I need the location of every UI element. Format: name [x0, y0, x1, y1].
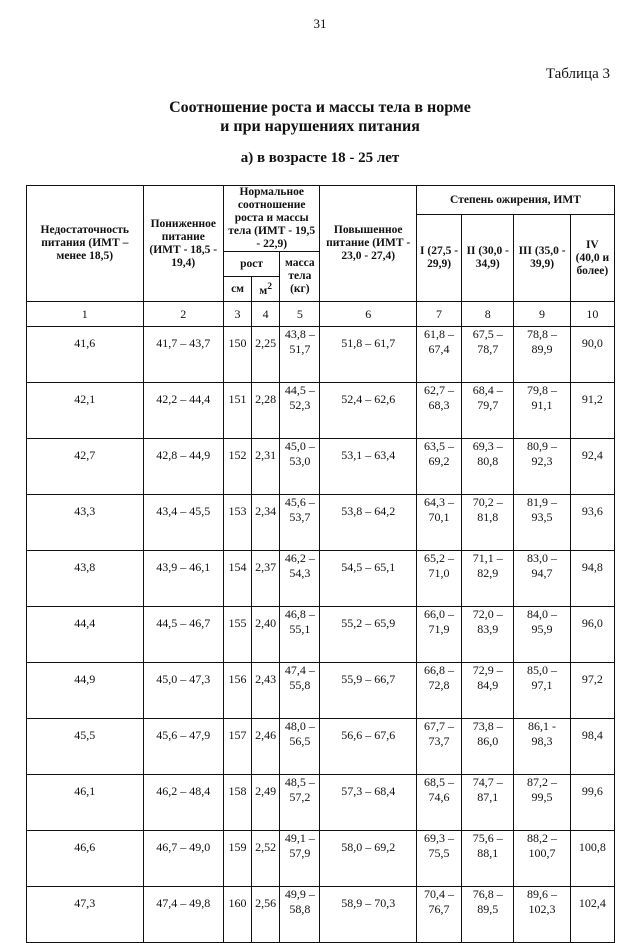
reduced-range-cell: 42,2 – 44,4: [143, 383, 223, 439]
obesity-2-range-cell: [462, 551, 514, 607]
header-obesity-degree: Степень ожирения, ИМТ: [416, 186, 614, 215]
increased-range-cell: 58,9 – 70,3: [320, 887, 416, 943]
increased-range-cell: 54,5 – 65,1: [320, 551, 416, 607]
normal-mass-range-to: 58,8: [289, 902, 311, 916]
obesity-2-range-from: 75,6 –: [472, 831, 503, 845]
obesity-1-range-cell: [416, 607, 461, 663]
normal-mass-range-cell: [280, 383, 320, 439]
obesity-3-range-cell: [514, 607, 570, 663]
normal-mass-range-cell: [280, 439, 320, 495]
table-row: [27, 719, 615, 775]
underweight-value-cell: 42,1: [27, 383, 144, 439]
header-obesity-degree-3: III (35,0 - 39,9): [514, 215, 570, 302]
height-m2-cell: 2,56: [252, 887, 280, 943]
height-cm-cell: 151: [223, 383, 251, 439]
column-number: 5: [280, 302, 320, 327]
obesity-1-range-from: 65,2 –: [424, 551, 455, 565]
obesity-4-value-cell: 93,6: [570, 495, 614, 551]
increased-range-cell: 56,6 – 67,6: [320, 719, 416, 775]
obesity-1-range-cell: [416, 327, 461, 383]
reduced-range-cell: 41,7 – 43,7: [143, 327, 223, 383]
table-row: [27, 775, 615, 831]
normal-mass-range-to: 54,3: [289, 566, 311, 580]
obesity-3-range-to: 89,9: [531, 342, 553, 356]
obesity-1-range-to: 76,7: [428, 902, 450, 916]
normal-mass-range-to: 55,8: [289, 678, 311, 692]
header-body-mass: масса тела (кг): [280, 252, 320, 302]
normal-mass-range-to: 53,0: [289, 454, 311, 468]
normal-mass-range-cell: [280, 663, 320, 719]
obesity-4-value-cell: 91,2: [570, 383, 614, 439]
obesity-3-range-to: 100,7: [528, 846, 556, 860]
header-reduced-nutrition: Пониженное питание (ИМТ - 18,5 - 19,4): [143, 186, 223, 302]
height-m2-cell: 2,46: [252, 719, 280, 775]
normal-mass-range-to: 55,1: [289, 622, 311, 636]
height-cm-cell: 159: [223, 831, 251, 887]
height-m2-cell: 2,52: [252, 831, 280, 887]
table-row: [27, 607, 615, 663]
obesity-3-range-from: 86,1 -: [528, 719, 557, 733]
document-title: [0, 98, 640, 136]
normal-mass-range-from: 46,8 –: [284, 607, 315, 621]
obesity-2-range-to: 80,8: [477, 454, 499, 468]
obesity-1-range-cell: [416, 439, 461, 495]
normal-mass-range-cell: [280, 887, 320, 943]
obesity-1-range-from: 61,8 –: [424, 327, 455, 341]
obesity-1-range-cell: [416, 551, 461, 607]
table-row: [27, 831, 615, 887]
obesity-2-range-to: 82,9: [477, 566, 499, 580]
reduced-range-cell: 43,4 – 45,5: [143, 495, 223, 551]
normal-mass-range-cell: [280, 775, 320, 831]
column-number: 1: [27, 302, 144, 327]
normal-mass-range-from: 46,2 –: [284, 551, 315, 565]
underweight-value-cell: 43,3: [27, 495, 144, 551]
obesity-1-range-cell: [416, 719, 461, 775]
height-m2-cell: 2,25: [252, 327, 280, 383]
obesity-3-range-to: 97,1: [531, 678, 553, 692]
obesity-3-range-from: 87,2 –: [527, 775, 558, 789]
normal-mass-range-cell: [280, 327, 320, 383]
obesity-1-range-cell: [416, 831, 461, 887]
obesity-4-value-cell: 99,6: [570, 775, 614, 831]
normal-mass-range-from: 45,0 –: [284, 439, 315, 453]
obesity-2-range-from: 69,3 –: [472, 439, 503, 453]
normal-mass-range-from: 48,5 –: [284, 775, 315, 789]
reduced-range-cell: 46,2 – 48,4: [143, 775, 223, 831]
reduced-range-cell: 45,6 – 47,9: [143, 719, 223, 775]
underweight-value-cell: 44,9: [27, 663, 144, 719]
height-m2-cell: 2,49: [252, 775, 280, 831]
column-number: 10: [570, 302, 614, 327]
m2-superscript: 2: [267, 281, 272, 293]
obesity-3-range-cell: [514, 663, 570, 719]
obesity-2-range-to: 88,1: [477, 846, 499, 860]
normal-mass-range-from: 49,9 –: [284, 887, 315, 901]
obesity-1-range-from: 66,0 –: [424, 607, 455, 621]
column-number: 7: [416, 302, 461, 327]
obesity-4-value-cell: 97,2: [570, 663, 614, 719]
obesity-1-range-cell: [416, 887, 461, 943]
reduced-range-cell: 43,9 – 46,1: [143, 551, 223, 607]
normal-mass-range-from: 49,1 –: [284, 831, 315, 845]
obesity-1-range-to: 71,9: [428, 622, 450, 636]
obesity-2-range-to: 87,1: [477, 790, 499, 804]
obesity-4-value-cell: 102,4: [570, 887, 614, 943]
m2-base: м: [259, 284, 268, 297]
normal-mass-range-from: 44,5 –: [284, 383, 315, 397]
reduced-range-cell: 44,5 – 46,7: [143, 607, 223, 663]
height-cm-cell: 155: [223, 607, 251, 663]
obesity-2-range-cell: [462, 775, 514, 831]
height-cm-cell: 156: [223, 663, 251, 719]
height-m2-cell: 2,43: [252, 663, 280, 719]
header-increased-nutrition: Повышенное питание (ИМТ - 23,0 - 27,4): [320, 186, 416, 302]
obesity-2-range-to: 79,7: [477, 398, 499, 412]
obesity-3-range-from: 79,8 –: [527, 383, 558, 397]
normal-mass-range-cell: [280, 719, 320, 775]
underweight-value-cell: 46,6: [27, 831, 144, 887]
obesity-2-range-from: 70,2 –: [472, 495, 503, 509]
obesity-3-range-from: 81,9 –: [527, 495, 558, 509]
obesity-3-range-cell: [514, 551, 570, 607]
normal-mass-range-to: 52,3: [289, 398, 311, 412]
header-height: рост: [223, 252, 279, 277]
normal-mass-range-from: 45,6 –: [284, 495, 315, 509]
obesity-2-range-cell: [462, 383, 514, 439]
obesity-4-value-cell: 94,8: [570, 551, 614, 607]
underweight-value-cell: 41,6: [27, 327, 144, 383]
header-obesity-degree-4: IV (40,0 и более): [570, 215, 614, 302]
column-number: 6: [320, 302, 416, 327]
table-row: [27, 495, 615, 551]
obesity-1-range-to: 74,6: [428, 790, 450, 804]
obesity-1-range-to: 71,0: [428, 566, 450, 580]
header-obesity-degree-2: II (30,0 - 34,9): [462, 215, 514, 302]
obesity-1-range-from: 67,7 –: [424, 719, 455, 733]
obesity-1-range-cell: [416, 495, 461, 551]
header-normal-ratio: Нормальное соотношение роста и массы тела (ИМТ - 19,5 - 22,9): [223, 186, 319, 252]
column-number: 2: [143, 302, 223, 327]
title-line-1: Соотношение роста и массы тела в норме: [169, 99, 471, 116]
obesity-3-range-cell: [514, 887, 570, 943]
underweight-value-cell: 46,1: [27, 775, 144, 831]
obesity-1-range-from: 66,8 –: [424, 663, 455, 677]
increased-range-cell: 53,1 – 63,4: [320, 439, 416, 495]
obesity-2-range-to: 89,5: [477, 902, 499, 916]
height-m2-cell: 2,40: [252, 607, 280, 663]
table-row: [27, 439, 615, 495]
reduced-range-cell: 45,0 – 47,3: [143, 663, 223, 719]
underweight-value-cell: 47,3: [27, 887, 144, 943]
normal-mass-range-from: 43,8 –: [284, 327, 315, 341]
normal-mass-range-cell: [280, 607, 320, 663]
height-m2-cell: 2,37: [252, 551, 280, 607]
normal-mass-range-from: 48,0 –: [284, 719, 315, 733]
obesity-3-range-cell: [514, 327, 570, 383]
obesity-4-value-cell: 100,8: [570, 831, 614, 887]
normal-mass-range-cell: [280, 551, 320, 607]
normal-mass-range-to: 51,7: [289, 342, 311, 356]
obesity-4-value-cell: 92,4: [570, 439, 614, 495]
underweight-value-cell: 45,5: [27, 719, 144, 775]
obesity-3-range-from: 84,0 –: [527, 607, 558, 621]
obesity-3-range-to: 95,9: [531, 622, 553, 636]
obesity-3-range-cell: [514, 775, 570, 831]
obesity-3-range-to: 92,3: [531, 454, 553, 468]
obesity-1-range-to: 68,3: [428, 398, 450, 412]
obesity-3-range-to: 91,1: [531, 398, 553, 412]
obesity-2-range-to: 78,7: [477, 342, 499, 356]
obesity-2-range-from: 73,8 –: [472, 719, 503, 733]
height-cm-cell: 157: [223, 719, 251, 775]
obesity-3-range-to: 98,3: [531, 734, 553, 748]
increased-range-cell: 57,3 – 68,4: [320, 775, 416, 831]
obesity-3-range-from: 83,0 –: [527, 551, 558, 565]
table-row: [27, 887, 615, 943]
column-number: 8: [462, 302, 514, 327]
obesity-2-range-from: 71,1 –: [472, 551, 503, 565]
obesity-3-range-from: 80,9 –: [527, 439, 558, 453]
obesity-3-range-from: 89,6 –: [527, 887, 558, 901]
obesity-2-range-to: 83,9: [477, 622, 499, 636]
table-body: [27, 327, 615, 943]
obesity-3-range-cell: [514, 383, 570, 439]
obesity-2-range-from: 74,7 –: [472, 775, 503, 789]
increased-range-cell: 55,2 – 65,9: [320, 607, 416, 663]
header-height-m2: [252, 277, 280, 302]
height-cm-cell: 152: [223, 439, 251, 495]
table-row: [27, 383, 615, 439]
obesity-1-range-cell: [416, 383, 461, 439]
table-label: Таблица 3: [545, 66, 610, 82]
reduced-range-cell: 42,8 – 44,9: [143, 439, 223, 495]
reduced-range-cell: 47,4 – 49,8: [143, 887, 223, 943]
obesity-3-range-cell: [514, 439, 570, 495]
table-row: [27, 327, 615, 383]
obesity-3-range-cell: [514, 719, 570, 775]
obesity-1-range-from: 69,3 –: [424, 831, 455, 845]
normal-mass-range-to: 57,2: [289, 790, 311, 804]
normal-mass-range-from: 47,4 –: [284, 663, 315, 677]
obesity-1-range-from: 64,3 –: [424, 495, 455, 509]
increased-range-cell: 53,8 – 64,2: [320, 495, 416, 551]
column-number: 9: [514, 302, 570, 327]
obesity-2-range-cell: [462, 719, 514, 775]
obesity-1-range-cell: [416, 775, 461, 831]
height-cm-cell: 158: [223, 775, 251, 831]
height-m2-cell: 2,31: [252, 439, 280, 495]
increased-range-cell: 51,8 – 61,7: [320, 327, 416, 383]
obesity-3-range-to: 99,5: [531, 790, 553, 804]
obesity-1-range-from: 63,5 –: [424, 439, 455, 453]
obesity-2-range-to: 86,0: [477, 734, 499, 748]
obesity-3-range-to: 93,5: [531, 510, 553, 524]
increased-range-cell: 58,0 – 69,2: [320, 831, 416, 887]
header-obesity-degree-1: I (27,5 - 29,9): [416, 215, 461, 302]
age-subtitle: а) в возрасте 18 - 25 лет: [240, 150, 400, 166]
obesity-2-range-to: 81,8: [477, 510, 499, 524]
obesity-3-range-cell: [514, 831, 570, 887]
height-cm-cell: 160: [223, 887, 251, 943]
obesity-4-value-cell: 98,4: [570, 719, 614, 775]
obesity-3-range-from: 88,2 –: [527, 831, 558, 845]
obesity-2-range-from: 76,8 –: [472, 887, 503, 901]
reduced-range-cell: 46,7 – 49,0: [143, 831, 223, 887]
obesity-1-range-to: 70,1: [428, 510, 450, 524]
obesity-2-range-cell: [462, 607, 514, 663]
obesity-1-range-to: 75,5: [428, 846, 450, 860]
obesity-2-range-to: 84,9: [477, 678, 499, 692]
title-line-2: и при нарушениях питания: [220, 118, 420, 135]
obesity-2-range-from: 67,5 –: [472, 327, 503, 341]
obesity-2-range-cell: [462, 439, 514, 495]
height-weight-table: [26, 185, 615, 943]
obesity-2-range-cell: [462, 887, 514, 943]
obesity-1-range-to: 67,4: [428, 342, 450, 356]
obesity-1-range-cell: [416, 663, 461, 719]
obesity-2-range-from: 72,9 –: [472, 663, 503, 677]
obesity-1-range-to: 73,7: [428, 734, 450, 748]
height-cm-cell: 154: [223, 551, 251, 607]
obesity-2-range-from: 72,0 –: [472, 607, 503, 621]
table-row: [27, 663, 615, 719]
obesity-3-range-from: 78,8 –: [527, 327, 558, 341]
obesity-3-range-cell: [514, 495, 570, 551]
obesity-3-range-from: 85,0 –: [527, 663, 558, 677]
normal-mass-range-cell: [280, 495, 320, 551]
obesity-1-range-from: 62,7 –: [424, 383, 455, 397]
underweight-value-cell: 44,4: [27, 607, 144, 663]
obesity-4-value-cell: 90,0: [570, 327, 614, 383]
obesity-3-range-to: 102,3: [528, 902, 556, 916]
height-cm-cell: 150: [223, 327, 251, 383]
obesity-1-range-to: 72,8: [428, 678, 450, 692]
obesity-3-range-to: 94,7: [531, 566, 553, 580]
height-cm-cell: 153: [223, 495, 251, 551]
column-number: 3: [223, 302, 251, 327]
normal-mass-range-to: 56,5: [289, 734, 311, 748]
obesity-4-value-cell: 96,0: [570, 607, 614, 663]
obesity-1-range-from: 70,4 –: [424, 887, 455, 901]
underweight-value-cell: 43,8: [27, 551, 144, 607]
normal-mass-range-to: 57,9: [289, 846, 311, 860]
table-row: [27, 551, 615, 607]
column-number: 4: [252, 302, 280, 327]
normal-mass-range-to: 53,7: [289, 510, 311, 524]
height-m2-cell: 2,28: [252, 383, 280, 439]
obesity-1-range-to: 69,2: [428, 454, 450, 468]
header-insufficient-nutrition: Недостаточность питания (ИМТ – менее 18,5): [27, 186, 144, 302]
obesity-2-range-cell: [462, 495, 514, 551]
height-m2-cell: 2,34: [252, 495, 280, 551]
obesity-1-range-from: 68,5 –: [424, 775, 455, 789]
underweight-value-cell: 42,7: [27, 439, 144, 495]
obesity-2-range-cell: [462, 663, 514, 719]
header-height-cm: см: [223, 277, 251, 302]
obesity-2-range-cell: [462, 327, 514, 383]
obesity-2-range-from: 68,4 –: [472, 383, 503, 397]
page-number: 31: [313, 16, 327, 31]
increased-range-cell: 55,9 – 66,7: [320, 663, 416, 719]
obesity-2-range-cell: [462, 831, 514, 887]
column-number-row: [27, 302, 615, 327]
increased-range-cell: 52,4 – 62,6: [320, 383, 416, 439]
normal-mass-range-cell: [280, 831, 320, 887]
